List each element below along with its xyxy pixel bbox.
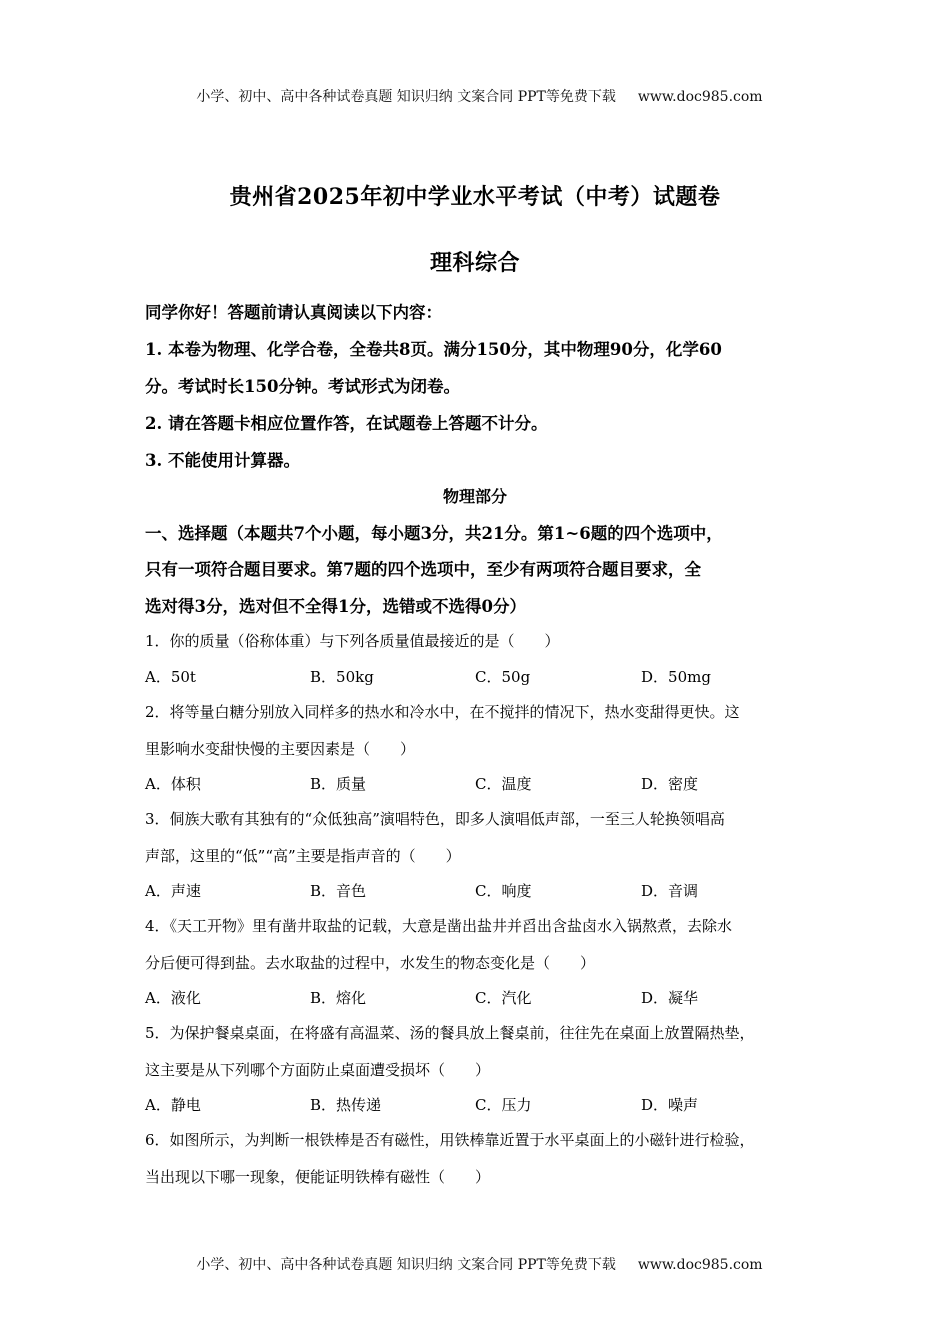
page-footer bbox=[0, 1238, 950, 1274]
instructions-greeting: 同学你好！答题前请认真阅读以下内容： bbox=[145, 303, 442, 322]
option-b: B．50kg bbox=[310, 668, 374, 686]
option-c: C．温度 bbox=[475, 775, 532, 793]
option-a: A．50t bbox=[145, 668, 196, 686]
option-a: A．体积 bbox=[145, 775, 201, 793]
section-heading-line: 选对得3分，选对但不全得1分，选错或不选得0分） bbox=[145, 597, 526, 616]
question-3-text: 3．侗族大歌有其独有的“众低独高”演唱特色，即多人演唱低声部，一至三人轮换领唱高 bbox=[145, 810, 725, 828]
option-a: A．液化 bbox=[145, 989, 201, 1007]
option-d: D．密度 bbox=[641, 775, 699, 793]
option-d: D．凝华 bbox=[641, 989, 699, 1007]
option-d: D．50mg bbox=[641, 668, 711, 686]
option-c: C．响度 bbox=[475, 882, 532, 900]
option-a: A．静电 bbox=[145, 1096, 201, 1114]
instruction-line: 3. 不能使用计算器。 bbox=[145, 451, 300, 470]
option-d: D．音调 bbox=[641, 882, 699, 900]
option-c: C．压力 bbox=[475, 1096, 532, 1114]
question-5-text: 这主要是从下列哪个方面防止桌面遭受损坏（ ） bbox=[145, 1061, 491, 1079]
question-6-text: 6．如图所示，为判断一根铁棒是否有磁性，用铁棒靠近置于水平桌面上的小磁针进行检验， bbox=[145, 1131, 755, 1149]
section-heading-line: 一、选择题（本题共7个小题，每小题3分，共21分。第1~6题的四个选项中， bbox=[145, 524, 723, 543]
question-2-text: 里影响水变甜快慢的主要因素是（ ） bbox=[145, 740, 416, 758]
question-4-text: 分后便可得到盐。去水取盐的过程中，水发生的物态变化是（ ） bbox=[145, 954, 596, 972]
option-a: A．声速 bbox=[145, 882, 201, 900]
section-heading-line: 只有一项符合题目要求。第7题的四个选项中，至少有两项符合题目要求，全 bbox=[145, 560, 701, 579]
option-c: C．汽化 bbox=[475, 989, 532, 1007]
exam-subtitle: 理科综合 bbox=[429, 250, 520, 276]
question-4-text: 4．《天工开物》里有凿井取盐的记载，大意是凿出盐井并舀出含盐卤水入锅熬煮，去除水 bbox=[145, 917, 733, 935]
footer-url[interactable]: www.doc985.com bbox=[637, 1257, 763, 1273]
question-5-text: 5．为保护餐桌桌面，在将盛有高温菜、汤的餐具放上餐桌前，往往先在桌面上放置隔热垫， bbox=[145, 1024, 755, 1042]
question-2-text: 2．将等量白糖分别放入同样多的热水和冷水中，在不搅拌的情况下，热水变甜得更快。这 bbox=[145, 703, 740, 721]
question-1-text: 1．你的质量（俗称体重）与下列各质量值最接近的是（ ） bbox=[145, 632, 560, 650]
option-b: B．质量 bbox=[310, 775, 367, 793]
option-c: C．50g bbox=[475, 668, 531, 686]
question-6-text: 当出现以下哪一现象，便能证明铁棒有磁性（ ） bbox=[145, 1168, 491, 1186]
option-b: B．音色 bbox=[310, 882, 367, 900]
option-d: D．噪声 bbox=[641, 1096, 699, 1114]
question-3-text: 声部，这里的“低”“高”主要是指声音的（ ） bbox=[145, 847, 461, 865]
page-header bbox=[0, 70, 950, 106]
instruction-line: 分。考试时长150分钟。考试形式为闭卷。 bbox=[145, 377, 460, 396]
option-b: B．热传递 bbox=[310, 1096, 382, 1114]
section-title: 物理部分 bbox=[442, 487, 507, 506]
header-url[interactable]: www.doc985.com bbox=[637, 89, 763, 105]
instruction-line: 1. 本卷为物理、化学合卷，全卷共8页。满分150分，其中物理90分，化学60 bbox=[145, 340, 722, 359]
option-b: B．熔化 bbox=[310, 989, 367, 1007]
exam-title: 贵州省2025年初中学业水平考试（中考）试题卷 bbox=[229, 184, 721, 210]
instruction-line: 2. 请在答题卡相应位置作答，在试题卷上答题不计分。 bbox=[145, 414, 548, 433]
header-text: 小学、初中、高中各种试卷真题 知识归纳 文案合同 PPT等免费下载 bbox=[196, 89, 616, 105]
footer-text: 小学、初中、高中各种试卷真题 知识归纳 文案合同 PPT等免费下载 bbox=[196, 1257, 616, 1273]
